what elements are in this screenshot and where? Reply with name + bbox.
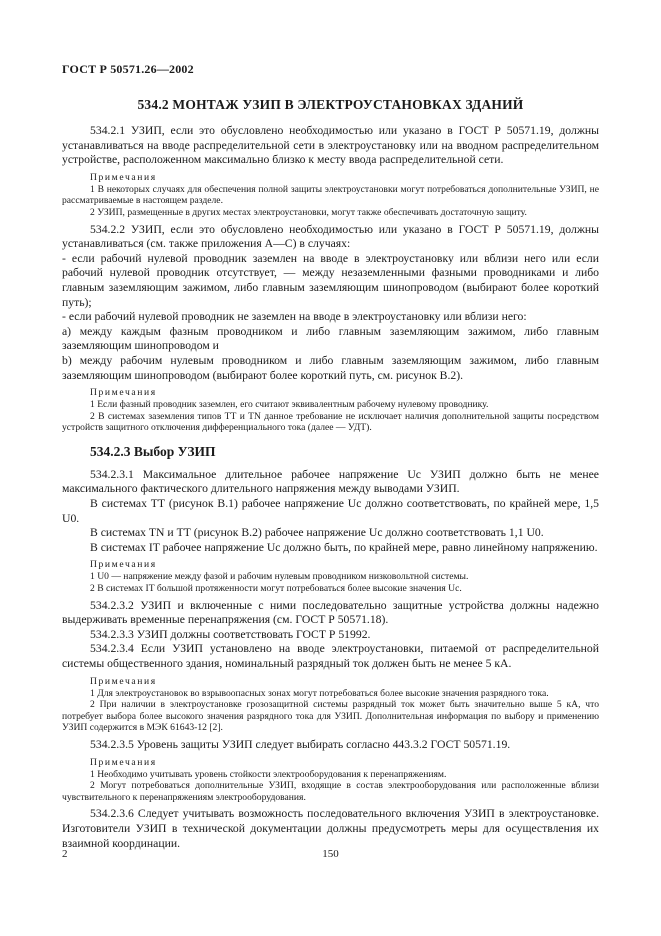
page-number-center: 150 xyxy=(322,848,339,860)
note-4-2: 2 При наличии в электроустановке грозозащитной системы разрядный ток может быть значительно выше 5 кА, что потребует выбора более высокого значения разрядного тока для УЗИП. Дополнительная информация по выбору и применению УЗИП содержится в МЭК 61643-12 [2]. xyxy=(62,699,599,734)
clause-534-2-2-case-a: - если рабочий нулевой проводник заземлен на вводе в электроустановку или вблизи него или если рабочий нулевой проводник отсутствует, — между незаземленными фазными проводниками и либо главным заземляющим зажимом, либо главным заземляющим шинопроводом (выбирают более короткий путь); xyxy=(62,251,599,309)
clause-534-2-3-5: 534.2.3.5 Уровень защиты УЗИП следует выбирать согласно 443.3.2 ГОСТ 50571.19. xyxy=(90,737,511,751)
notes-label: Примечания xyxy=(90,387,157,399)
notes-label: Примечания xyxy=(90,675,157,687)
notes-label: Примечания xyxy=(90,756,157,768)
note-3-1: 1 U0 — напряжение между фазой и рабочим нулевым проводником низковольтной системы. xyxy=(90,571,469,583)
clause-534-2-3-1-it: В системах IT рабочее напряжение Uc должно быть, по крайней мере, равно линейному напряжению. xyxy=(90,540,598,554)
standard-header: ГОСТ Р 50571.26—2002 xyxy=(62,62,194,76)
clause-534-2-3-1: 534.2.3.1 Максимальное длительное рабочее напряжение Uc УЗИП должно быть не менее максимального фактического длительного напряжения между выводами УЗИП. xyxy=(62,467,599,496)
clause-534-2-2-item-b: b) между рабочим нулевым проводником и либо главным заземляющим зажимом, либо главным заземляющим шинопроводом (выбирают более короткий путь, см. рисунок В.2). xyxy=(62,353,599,382)
clause-534-2-3-3: 534.2.3.3 УЗИП должны соответствовать ГОСТ Р 51992. xyxy=(90,627,371,641)
note-2-2: 2 В системах заземления типов ТТ и TN данное требование не исключает наличия дополнительной защиты посредством устройств защитного отключения дифференциального тока (далее — УДТ). xyxy=(62,410,599,434)
note-4-1: 1 Для электроустановок во взрывоопасных зонах могут потребоваться более высокие значения разрядного тока. xyxy=(90,687,549,699)
clause-534-2-1: 534.2.1 УЗИП, если это обусловлено необходимостью или указано в ГОСТ Р 50571.19, должны устанавливаться на вводе распределительной сети в электроустановку или на вводном распределительном устройстве, расположенном максимально близко к месту ввода распределительной сети. xyxy=(62,124,599,167)
note-1-1: 1 В некоторых случаях для обеспечения полной защиты электроустановки могут потребоваться дополнительные УЗИП, не рассматриваемые в настоящем разделе. xyxy=(62,183,599,207)
clause-534-2-3-1-tn: В системах TN и ТТ (рисунок В.2) рабочее напряжение Uc должно соответствовать 1,1 U0. xyxy=(90,526,544,540)
clause-534-2-3-1-tt: В системах ТТ (рисунок В.1) рабочее напряжение Uc должно соответствовать, по крайней мере, 1,5 U0. xyxy=(62,497,599,525)
clause-534-2-3-6: 534.2.3.6 Следует учитывать возможность последовательного включения УЗИП в электроустановке. Изготовители УЗИП в технической документации должны предусмотреть меры для осуществления их взаимной координации. xyxy=(62,807,599,850)
page-number-left: 2 xyxy=(62,848,68,860)
section-534-2-3-heading: 534.2.3 Выбор УЗИП xyxy=(90,443,216,459)
note-3-2: 2 В системах IT большой протяженности могут потребоваться более высокие значения Uc. xyxy=(90,583,462,595)
notes-label: Примечания xyxy=(90,171,157,183)
section-534-2-heading: 534.2 МОНТАЖ УЗИП В ЭЛЕКТРОУСТАНОВКАХ ЗДАНИЙ xyxy=(137,97,524,112)
clause-534-2-3-2: 534.2.3.2 УЗИП и включенные с ними последовательно защитные устройства должны надежно выдерживать временные перенапряжения (см. ГОСТ Р 50571.18). xyxy=(62,598,599,627)
clause-534-2-2: 534.2.2 УЗИП, если это обусловлено необходимостью или указано в ГОСТ Р 50571.19, должны устанавливаться (см. также приложения А—С) в случаях: xyxy=(62,222,599,251)
note-2-1: 1 Если фазный проводник заземлен, его считают эквивалентным рабочему нулевому проводнику. xyxy=(90,399,489,411)
note-5-1: 1 Необходимо учитывать уровень стойкости электрооборудования к перенапряжениям. xyxy=(90,768,447,780)
notes-label: Примечания xyxy=(90,559,157,571)
clause-534-2-2-item-a: a) между каждым фазным проводником и либо главным заземляющим зажимом, либо главным заземляющим шинопроводом и xyxy=(62,324,599,353)
clause-534-2-2-case-b: - если рабочий нулевой проводник не заземлен на вводе в электроустановку или вблизи него: xyxy=(62,310,527,324)
note-1-2: 2 УЗИП, размещенные в других местах электроустановки, могут также обеспечивать достаточную защиту. xyxy=(90,206,527,218)
clause-534-2-3-4: 534.2.3.4 Если УЗИП установлено на вводе электроустановки, питаемой от распределительной системы общественного здания, номинальный разрядный ток должен быть не менее 5 кА. xyxy=(62,642,599,670)
note-5-2: 2 Могут потребоваться дополнительные УЗИП, входящие в состав электрооборудования или расположенные вблизи чувствительного к перенапряжениям электрооборудования. xyxy=(62,780,599,803)
